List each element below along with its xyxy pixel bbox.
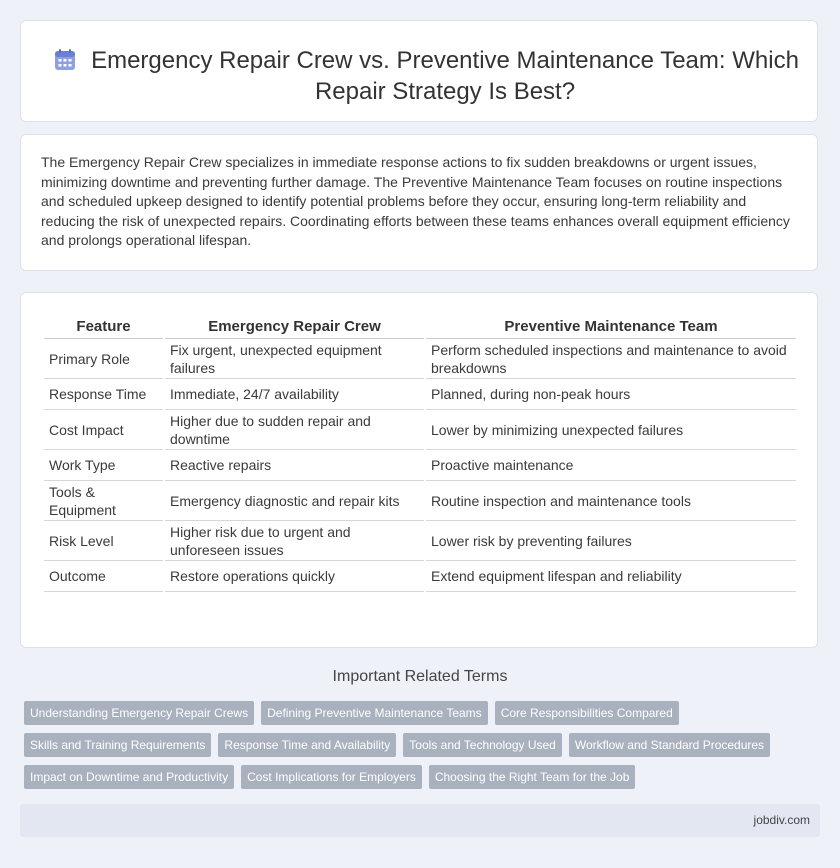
- table-cell: Work Type: [44, 450, 163, 481]
- table-cell: Primary Role: [44, 339, 163, 379]
- table-cell: Extend equipment lifespan and reliability: [426, 561, 796, 592]
- table-row: [44, 410, 796, 450]
- tag-link[interactable]: Cost Implications for Employers: [241, 765, 422, 789]
- intro-text: The Emergency Repair Crew specializes in immediate response actions to fix sudden breakdowns or urgent issues, minimizing downtime and preventing further damage. The Preventive Maintenance Team focuses on routine inspections and scheduled upkeep designed to identify potential problems before they occur, ensuring long-term reliability and reducing the risk of unexpected repairs. Coordinating efforts between these teams enhances overall equipment efficiency and prolongs operational lifespan.: [41, 154, 790, 248]
- table-cell: Perform scheduled inspections and maintenance to avoid breakdowns: [426, 339, 796, 379]
- tag-link[interactable]: Understanding Emergency Repair Crews: [24, 701, 254, 725]
- footer: [20, 804, 820, 837]
- table-row: [44, 450, 796, 481]
- table-cell: Higher due to sudden repair and downtime: [165, 410, 424, 450]
- related-tags: [24, 701, 820, 797]
- tag-link[interactable]: Impact on Downtime and Productivity: [24, 765, 234, 789]
- table-cell: Outcome: [44, 561, 163, 592]
- table-cell: Higher risk due to urgent and unforeseen issues: [165, 521, 424, 561]
- table-row: [44, 379, 796, 410]
- table-cell: Response Time: [44, 379, 163, 410]
- tag-link[interactable]: Choosing the Right Team for the Job: [429, 765, 636, 789]
- table-row: [44, 561, 796, 592]
- table-cell: Cost Impact: [44, 410, 163, 450]
- table-cell: Risk Level: [44, 521, 163, 561]
- tag-link[interactable]: Workflow and Standard Procedures: [569, 733, 770, 757]
- table-cell: Tools & Equipment: [44, 481, 163, 521]
- comparison-table: [42, 314, 798, 592]
- tag-link[interactable]: Tools and Technology Used: [403, 733, 562, 757]
- table-cell: Lower by minimizing unexpected failures: [426, 410, 796, 450]
- header-preventive: Preventive Maintenance Team: [426, 314, 796, 339]
- header-feature: Feature: [44, 314, 163, 339]
- table-cell: Reactive repairs: [165, 450, 424, 481]
- table-cell: Fix urgent, unexpected equipment failures: [165, 339, 424, 379]
- comparison-card: [20, 292, 818, 648]
- calendar-icon: [53, 48, 77, 72]
- table-cell: Restore operations quickly: [165, 561, 424, 592]
- table-cell: Lower risk by preventing failures: [426, 521, 796, 561]
- table-row: [44, 481, 796, 521]
- title-card: [20, 20, 818, 122]
- page-title: Emergency Repair Crew vs. Preventive Maintenance Team: Which Repair Strategy Is Best?: [91, 47, 799, 105]
- table-cell: Proactive maintenance: [426, 450, 796, 481]
- table-cell: Emergency diagnostic and repair kits: [165, 481, 424, 521]
- tag-link[interactable]: Response Time and Availability: [218, 733, 396, 757]
- table-row: [44, 521, 796, 561]
- tag-link[interactable]: Skills and Training Requirements: [24, 733, 211, 757]
- tag-link[interactable]: Defining Preventive Maintenance Teams: [261, 701, 488, 725]
- header-emergency: Emergency Repair Crew: [165, 314, 424, 339]
- table-row: [44, 339, 796, 379]
- intro-card: [20, 134, 818, 271]
- table-cell: Immediate, 24/7 availability: [165, 379, 424, 410]
- footer-site-link[interactable]: jobdiv.com: [753, 813, 810, 827]
- tag-link[interactable]: Core Responsibilities Compared: [495, 701, 679, 725]
- tag-row: [24, 765, 820, 789]
- table-cell: Planned, during non-peak hours: [426, 379, 796, 410]
- table-header-row: [44, 314, 796, 339]
- table-cell: Routine inspection and maintenance tools: [426, 481, 796, 521]
- tag-row: [24, 701, 820, 725]
- tag-row: [24, 733, 820, 757]
- related-terms-title: Important Related Terms: [332, 668, 508, 685]
